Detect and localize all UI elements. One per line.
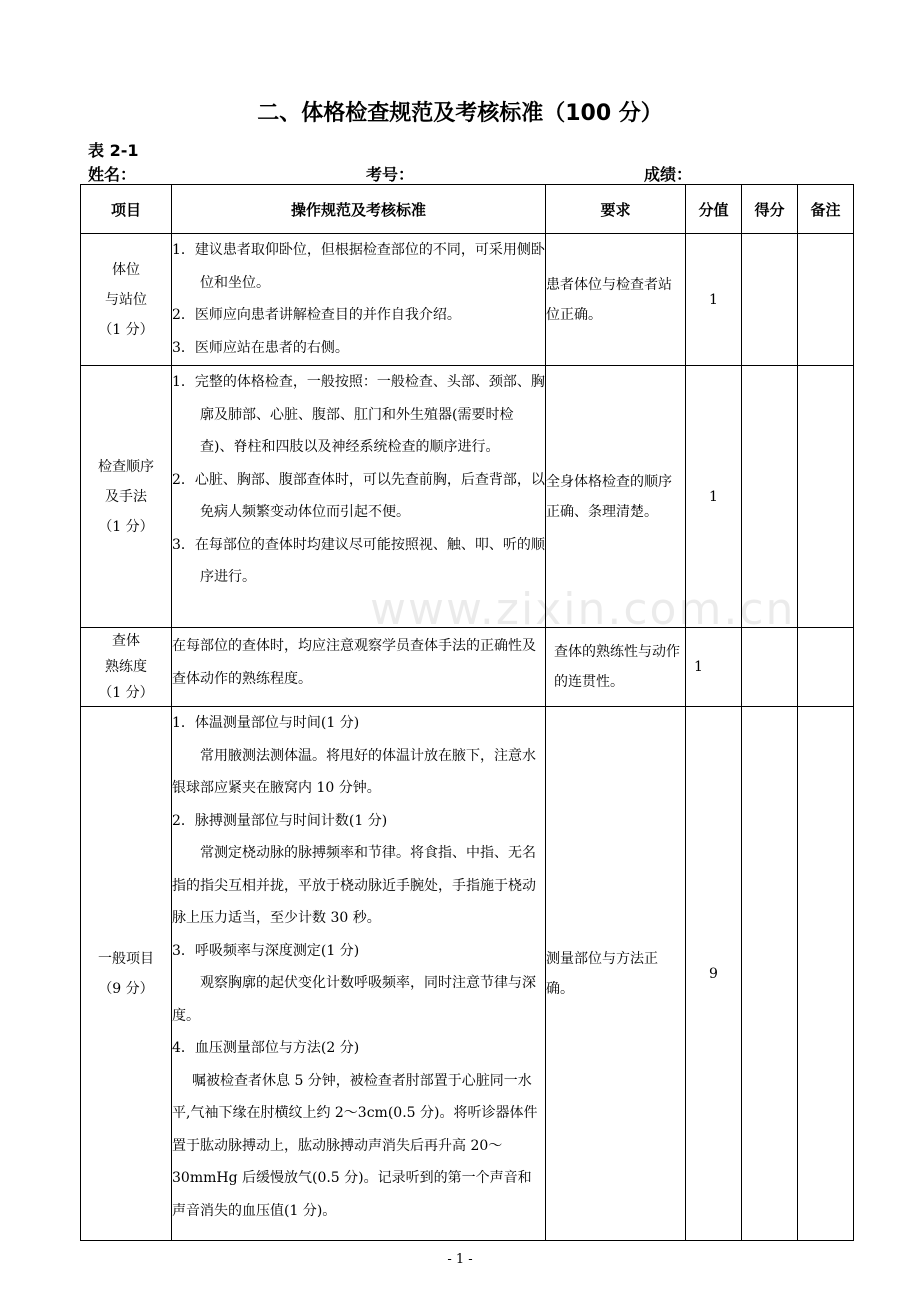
standard-line: 3．呼吸频率与深度测定(1 分)	[172, 942, 360, 959]
column-header: 得分	[742, 185, 798, 234]
item-name: 查体	[112, 633, 140, 649]
item-cell	[81, 366, 172, 628]
standard-line: 2．心脏、胸部、腹部查体时，可以先查前胸，后查背部，以免病人频繁变动体位而引起不便。	[172, 471, 545, 520]
item-name: 熟练度	[105, 659, 147, 675]
item-name: 及手法	[105, 488, 147, 505]
requirement-cell: 查体的熟练性与动作的连贯性。	[546, 628, 686, 707]
item-cell	[81, 628, 172, 707]
page-title: 二、体格检查规范及考核标准（100 分）	[257, 101, 663, 126]
value-cell: 1	[686, 234, 742, 366]
name-field-label: 姓名：	[88, 165, 137, 184]
standard-line: 3．医师应站在患者的右侧。	[172, 339, 349, 356]
standard-line: 1．完整的体格检查，一般按照：一般检查、头部、颈部、胸廓及肺部、心脏、腹部、肛门和外生殖器(需要时检查)、脊柱和四肢以及神经系统检查的顺序进行。	[172, 374, 545, 455]
remark-cell	[798, 628, 854, 707]
score-cell	[742, 628, 798, 707]
standard-line: 2．医师应向患者讲解检查目的并作自我介绍。	[172, 307, 461, 323]
standard-line: 观察胸廓的起伏变化计数呼吸频率，同时注意节律与深度。	[172, 975, 536, 1024]
standard-cell	[172, 707, 546, 1241]
requirement-cell: 测量部位与方法正确。	[546, 707, 686, 1241]
standard-line: 1．体温测量部位与时间(1 分)	[172, 715, 360, 731]
column-header: 分值	[686, 185, 742, 234]
item-cell	[81, 234, 172, 366]
table-row	[81, 366, 854, 628]
item-name: 与站位	[105, 291, 147, 308]
table-row	[81, 628, 854, 707]
column-header: 要求	[546, 185, 686, 234]
table-row	[81, 707, 854, 1241]
requirement-cell: 全身体格检查的顺序正确、条理清楚。	[546, 366, 686, 628]
watermark: www.zixin.com.cn	[370, 584, 796, 635]
standard-line: 3．在每部位的查体时均建议尽可能按照视、触、叩、听的顺序进行。	[172, 536, 545, 585]
item-points: （1 分）	[98, 518, 154, 535]
item-points: （9 分）	[98, 980, 154, 997]
standard-line: 4．血压测量部位与方法(2 分)	[172, 1040, 360, 1056]
remark-cell	[798, 707, 854, 1241]
item-name: 一般项目	[98, 950, 154, 967]
standard-line: 嘱被检查者休息 5 分钟，被检查者肘部置于心脏同一水平,气袖下缘在肘横纹上约 2～3cm(0.5 分)。将听诊器体件置于肱动脉搏动上，肱动脉搏动声消失后再升高 20～30mmHg 后缓慢放气(0.5 分)。记录听到的第一个声音和声音消失的血压值(1 分)。	[172, 1072, 538, 1219]
standard-line: 2．脉搏测量部位与时间计数(1 分)	[172, 812, 388, 829]
score-cell	[742, 234, 798, 366]
item-cell	[81, 707, 172, 1241]
table-header-row	[81, 185, 854, 234]
item-name: 体位	[112, 261, 140, 278]
remark-cell	[798, 366, 854, 628]
column-header: 备注	[798, 185, 854, 234]
exam-number-label: 考号：	[366, 165, 415, 184]
table-label: 表 2-1	[88, 141, 139, 160]
remark-cell	[798, 234, 854, 366]
value-cell: 1	[686, 628, 742, 707]
standard-line: 常用腋测法测体温。将甩好的体温计放在腋下，注意水银球部应紧夹在腋窝内 10 分钟。	[172, 747, 536, 796]
standard-line: 常测定桡动脉的脉搏频率和节律。将食指、中指、无名指的指尖互相并拢，平放于桡动脉近手腕处，手指施于桡动脉上压力适当，至少计数 30 秒。	[172, 845, 536, 926]
requirement-cell: 患者体位与检查者站位正确。	[546, 234, 686, 366]
standard-cell	[172, 366, 546, 628]
column-header: 操作规范及考核标准	[172, 185, 546, 234]
column-header: 项目	[81, 185, 172, 234]
page-number: - 1 -	[447, 1252, 473, 1267]
exam-standard-table	[80, 184, 854, 1241]
item-points: （1 分）	[98, 685, 154, 701]
score-cell	[742, 366, 798, 628]
standard-cell	[172, 628, 546, 707]
score-cell	[742, 707, 798, 1241]
item-points: （1 分）	[98, 321, 154, 338]
standard-cell	[172, 234, 546, 366]
standard-line: 1．建议患者取仰卧位，但根据检查部位的不同，可采用侧卧位和坐位。	[172, 242, 545, 291]
item-name: 检查顺序	[98, 458, 154, 475]
table-row	[81, 234, 854, 366]
value-cell: 9	[686, 707, 742, 1241]
value-cell: 1	[686, 366, 742, 628]
score-label: 成绩：	[644, 165, 693, 184]
standard-line: 在每部位的查体时，均应注意观察学员查体手法的正确性及查体动作的熟练程度。	[172, 638, 536, 687]
